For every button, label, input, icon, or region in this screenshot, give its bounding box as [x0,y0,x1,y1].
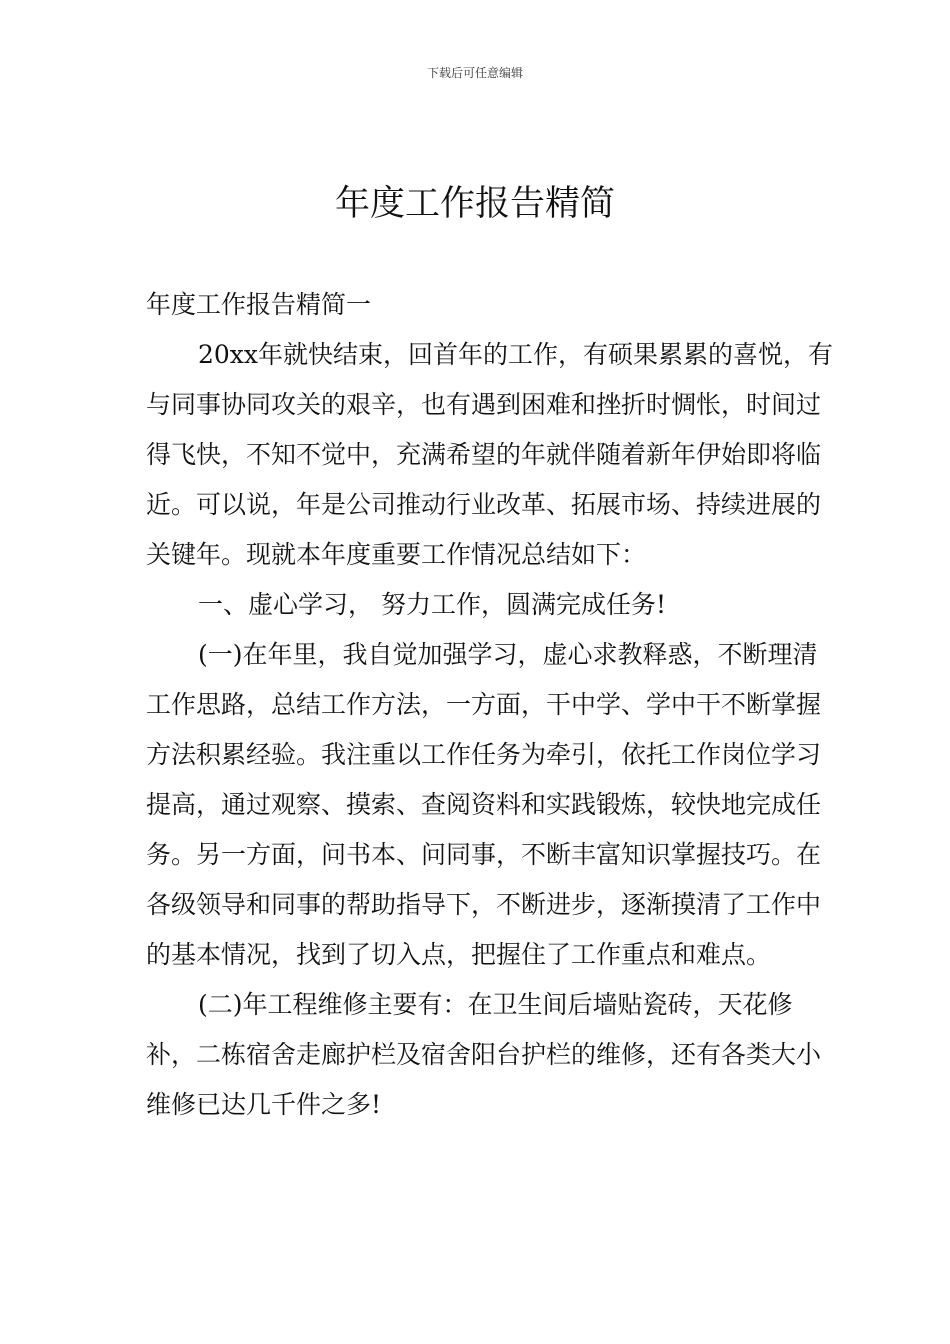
paragraph-heading-one: 一、虚心学习， 努力工作，圆满完成任务! [198,590,666,619]
section-heading: 年度工作报告精简一 [146,290,372,319]
paragraph-item-two: (二)年工程维修主要有：在卫生间后墙贴瓷砖，天花修补，二栋宿舍走廊护栏及宿舍阳台护栏的维修，还有各类大小维修已达几千件之多! [146,990,822,1119]
paragraph-intro: 20xx年就快结束，回首年的工作，有硕果累累的喜悦，有与同事协同攻关的艰辛，也有遇到困难和挫折时惆怅，时间过得飞快，不知不觉中，充满希望的年就伴随着新年伊始即将临近。可以说，年是公司推动行业改革、拓展市场、持续进展的关键年。现就本年度重要工作情况总结如下： [146,340,834,569]
header-note: 下载后可任意编辑 [426,66,523,80]
paragraph-item-one: (一)在年里，我自觉加强学习，虚心求教释惑，不断理清工作思路，总结工作方法，一方面，干中学、学中干不断掌握方法积累经验。我注重以工作任务为牵引，依托工作岗位学习提高，通过观察、摸索、查阅资料和实践锻炼，较快地完成任务。另一方面，问书本、问同事，不断丰富知识掌握技巧。在各级领导和同事的帮助指导下，不断进步，逐渐摸清了工作中的基本情况，找到了切入点，把握住了工作重点和难点。 [146,640,822,969]
document-title: 年度工作报告精简 [334,184,615,224]
document-body [146,280,836,1130]
